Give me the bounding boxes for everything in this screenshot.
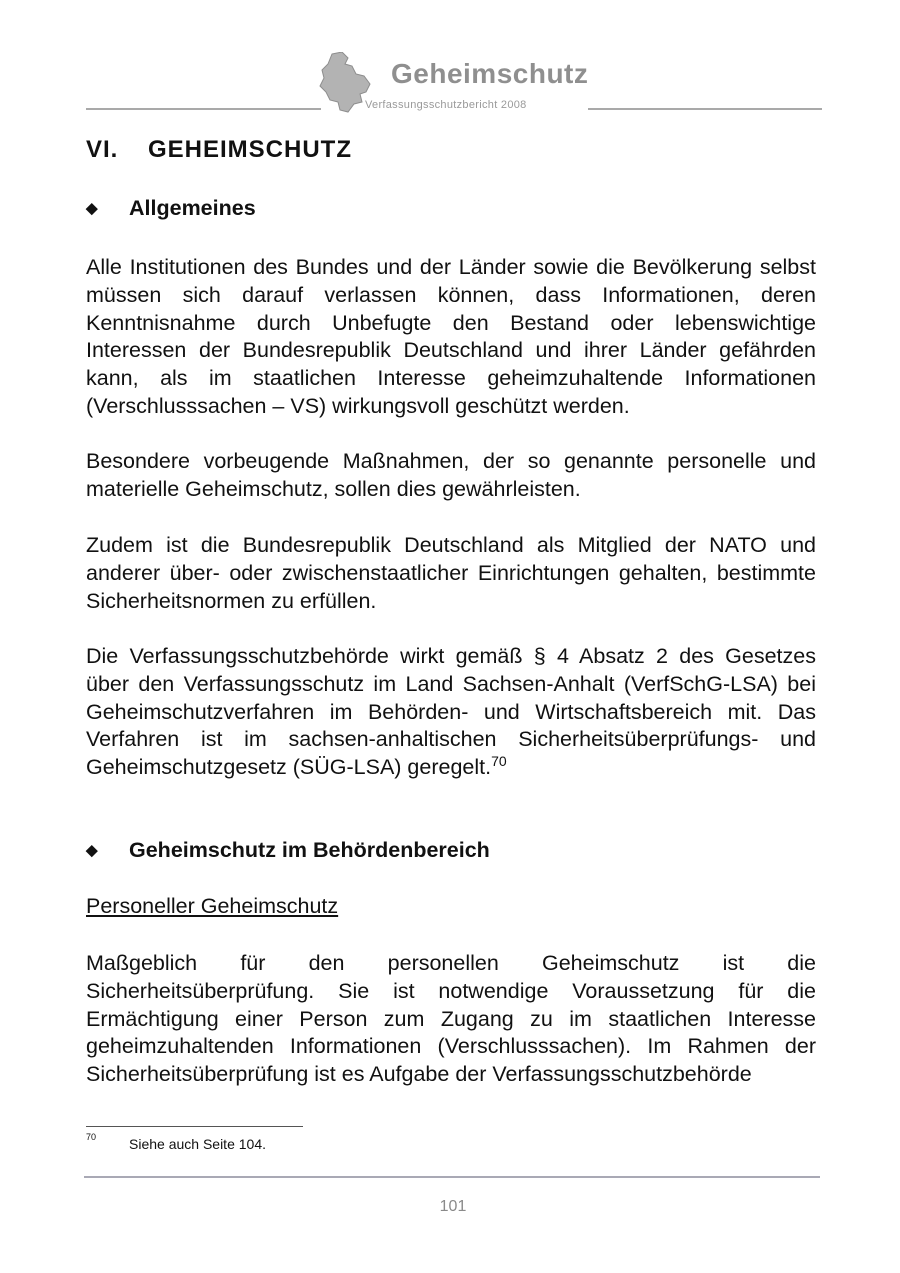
header-title: Geheimschutz (391, 58, 589, 89)
section-heading-behoerdenbereich (86, 838, 490, 863)
paragraph: Alle Institutionen des Bundes und der Länder sowie die Bevölkerung selbst müssen sich darauf verlassen können, dass Informationen, deren Kenntnisnahme durch Unbefugte den Bestand oder lebenswichtige Interessen der Bundesrepublik Deutschland und ihrer Länder gefährden kann, als im staatlichen Interesse geheimzuhaltende Informationen (Verschlusssachen – VS) wirkungsvoll geschützt werden. (86, 255, 816, 418)
header-rule-left (86, 108, 321, 110)
header-rule-right (588, 108, 822, 110)
diamond-bullet-icon: ◆ (86, 200, 98, 217)
page-header (86, 48, 822, 118)
footnote-reference[interactable]: 70 (491, 753, 507, 770)
footnote-text: Siehe auch Seite 104. (129, 1136, 266, 1152)
section-title: Allgemeines (129, 196, 256, 220)
paragraph-text: Die Verfassungsschutzbehörde wirkt gemäß § 4 Absatz 2 des Gesetzes über den Verfassungsschutz im Land Sachsen-Anhalt (VerfSchG-LSA) bei Geheimschutzverfahren im Behörden- und Wirtschaftsbereich mit. Das Verfahren ist im sachsen-anhaltischen Sicherheitsüberprüfungs- und Geheimschutzgesetz (SÜG-LSA) geregelt. (86, 644, 816, 780)
section-title: Geheimschutz im Behördenbereich (129, 838, 490, 862)
footer-rule (84, 1176, 820, 1178)
footnote-divider (86, 1126, 303, 1127)
paragraph-with-footnote (86, 643, 816, 782)
chapter-heading (86, 136, 352, 164)
section-heading-allgemeines (86, 196, 256, 221)
footnote-mark: 70 (86, 1132, 97, 1142)
header-subtitle: Verfassungsschutzbericht 2008 (365, 99, 527, 111)
paragraph: Maßgeblich für den personellen Geheimschutz ist die Sicherheitsüberprüfung. Sie ist notwendige Voraussetzung für die Ermächtigung einer Person zum Zugang zu im staatlichen Interesse geheimzuhaltenden Informationen (Verschlusssachen). Im Rahmen der Sicherheitsüberprüfung ist es Aufgabe der Verfassungsschutzbehörde (86, 951, 816, 1087)
page-number: 101 (439, 1198, 467, 1215)
diamond-bullet-icon: ◆ (86, 842, 98, 859)
subheading: Personeller Geheimschutz (86, 894, 339, 918)
chapter-number: VI. (86, 136, 119, 163)
paragraph: Besondere vorbeugende Maßnahmen, der so genannte personelle und materielle Geheimschutz, sollen dies gewährleisten. (86, 449, 816, 501)
paragraph: Zudem ist die Bundesrepublik Deutschland als Mitglied der NATO und anderer über- oder zwischenstaatlicher Einrichtungen gehalten, bestimmte Sicherheitsnormen zu erfüllen. (86, 533, 816, 613)
chapter-title: GEHEIMSCHUTZ (148, 136, 352, 163)
